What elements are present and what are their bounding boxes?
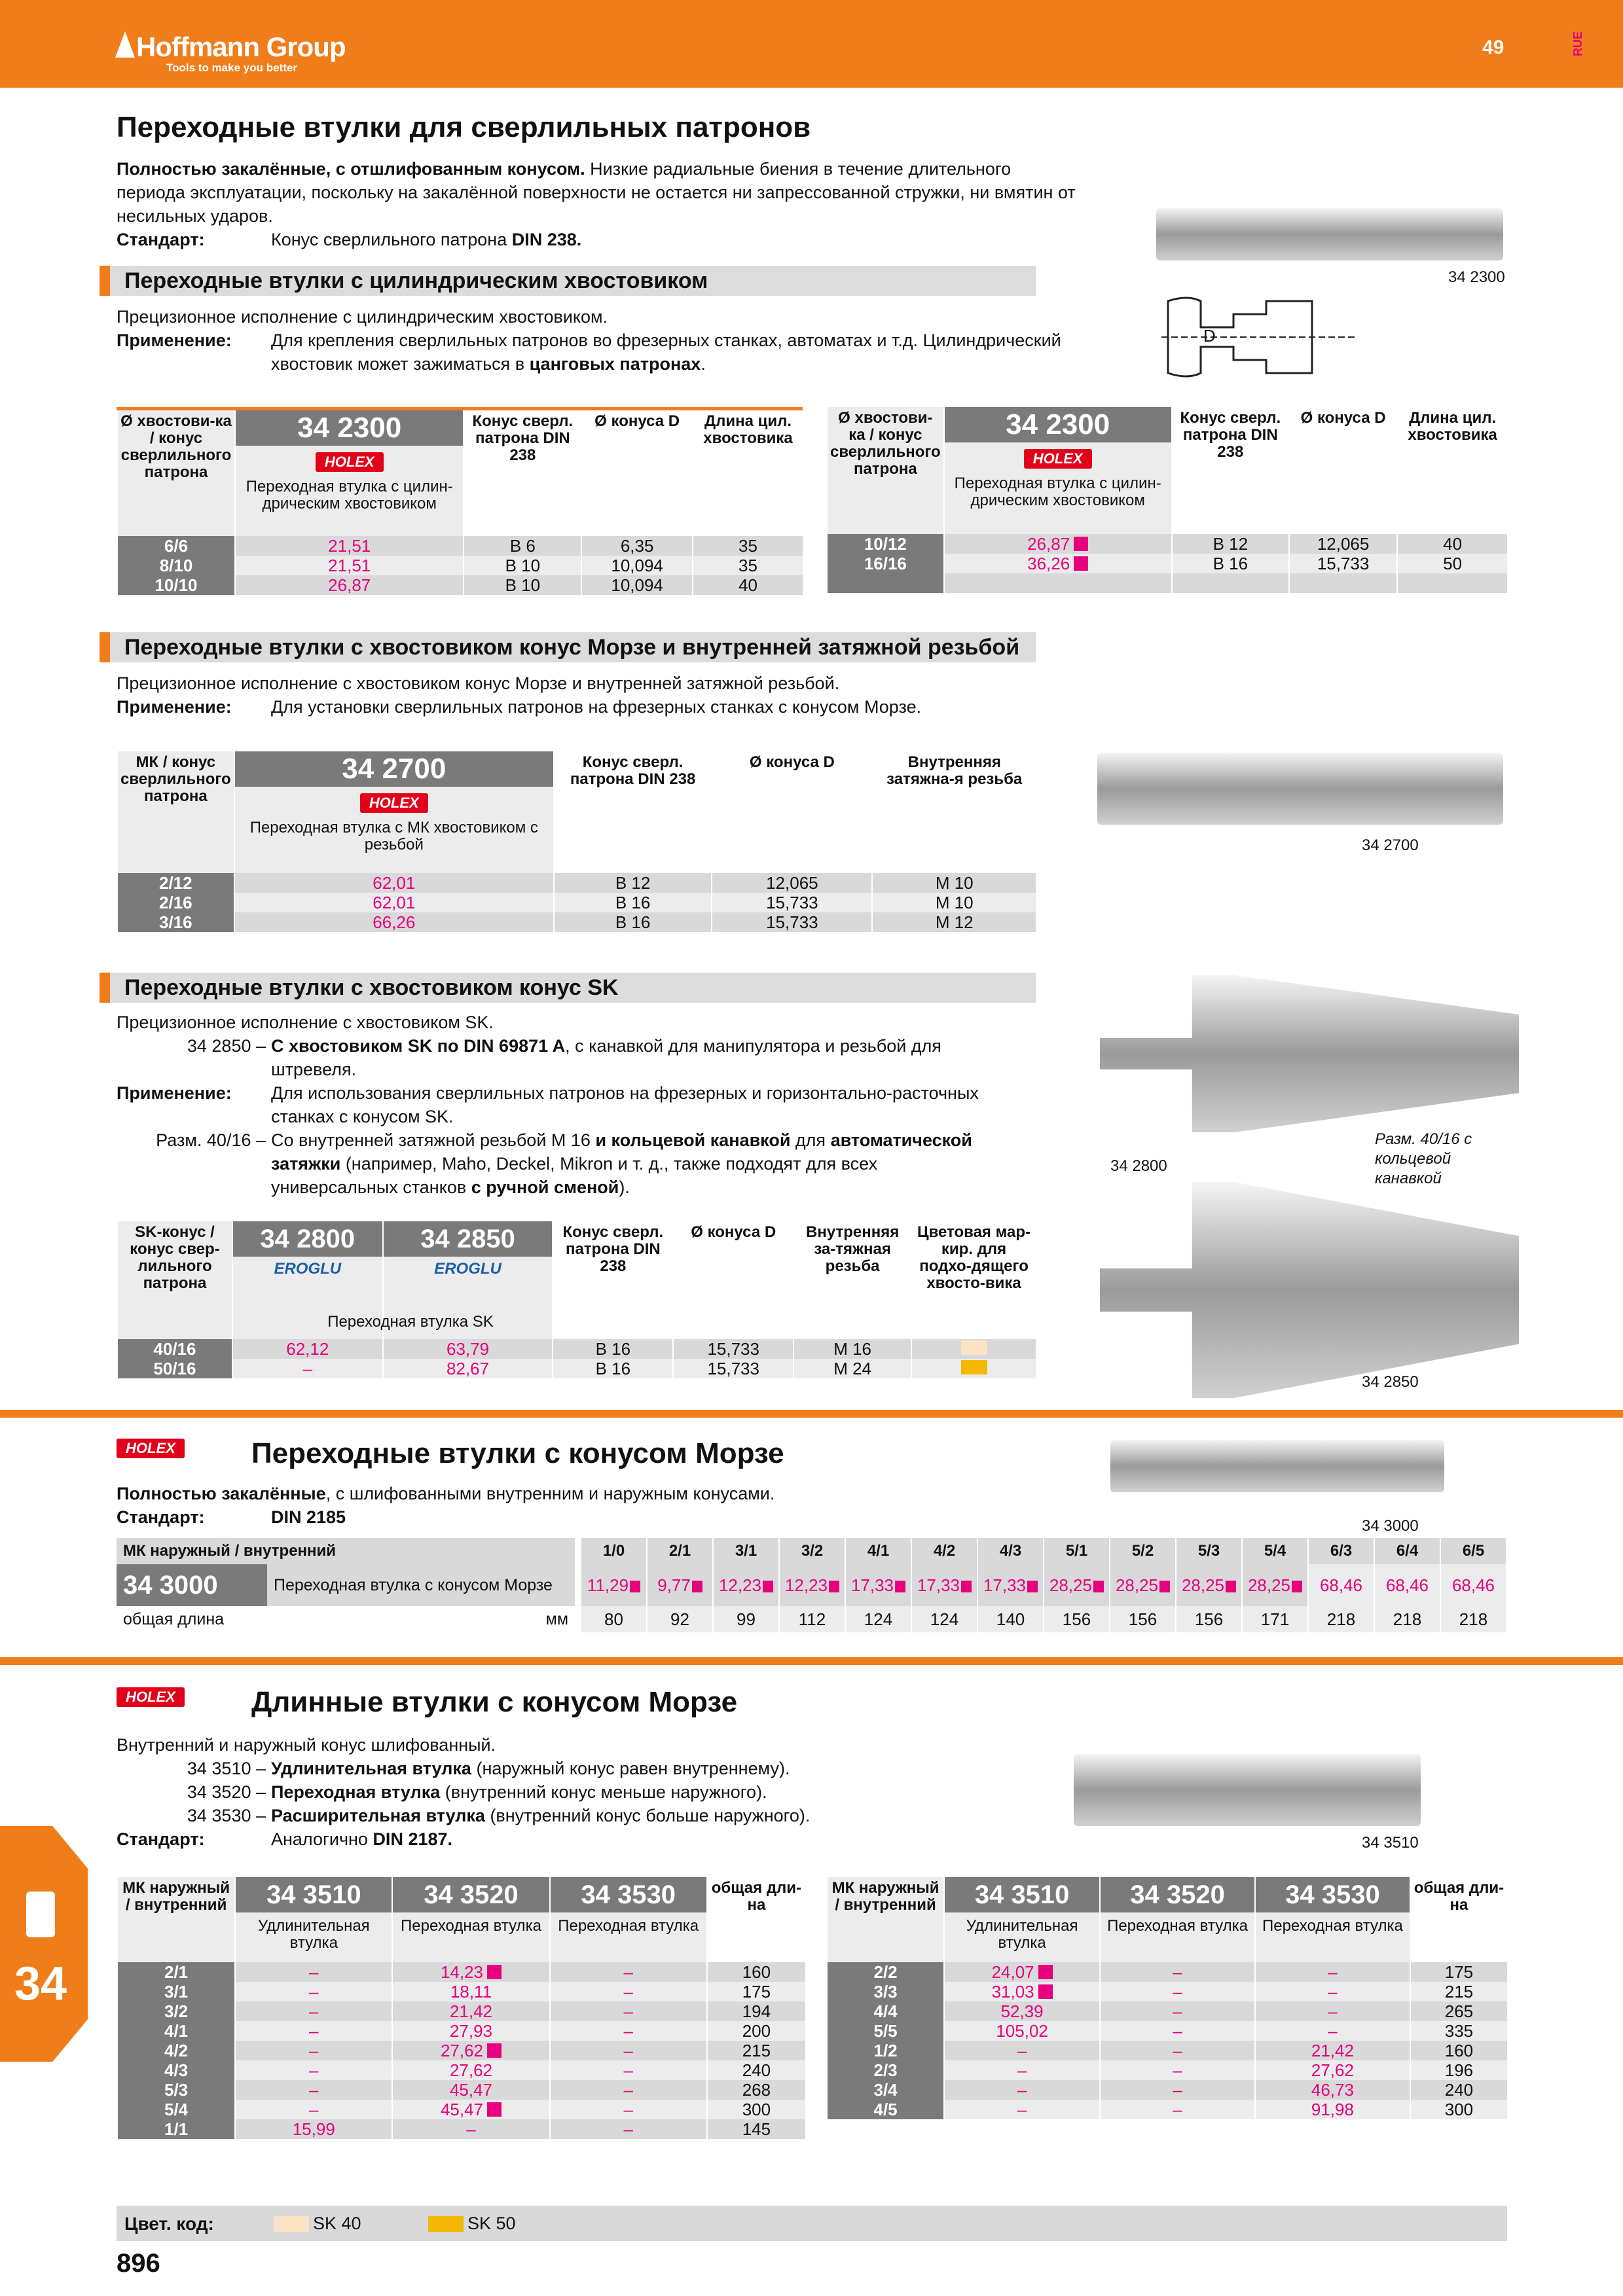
article-number: 34 2850: [384, 1221, 553, 1257]
size-header: 6/3: [1309, 1538, 1374, 1564]
table-row: 3/3 31,03 – – 215: [827, 1982, 1507, 2001]
table-row: 3/1 – 18,11 – 175: [117, 1982, 805, 2001]
table-sk: SK-конус / конус свер-лильного патрона 34 2800 EROGLU 34 2850 EROGLU Конус сверл. патрона DIN 238 Ø конуса D Внутренняя за-тяжная резьба Цветовая мар-кир. для подхо-дящего хвосто-вика 40/16 62,12 63,79 B 16 15,733 M 16 50/16 – 82,67 B 16 15,733 M 24: [117, 1221, 1036, 1378]
image-caption: 34 2700: [1362, 836, 1419, 854]
size-header: 5/1: [1044, 1538, 1109, 1564]
table-row: 2/3 – – 27,62 196: [827, 2060, 1507, 2080]
holex-logo: HOLEX: [117, 1439, 185, 1458]
size-header: 1/0: [581, 1538, 646, 1564]
price-cell: 28,25: [1110, 1564, 1175, 1606]
drill-icon: [26, 1892, 55, 1937]
price-cell: 17,33: [912, 1564, 977, 1606]
section-header-cylindrical: Переходные втулки с цилиндрическим хвостовиком: [100, 266, 1036, 296]
price-cell: 12,23: [780, 1564, 845, 1606]
holex-logo: HOLEX: [316, 452, 384, 472]
price-cell: 17,33: [978, 1564, 1043, 1606]
length-cell: 156: [1176, 1606, 1241, 1632]
table-row: 4/3 – 27,62 – 240: [117, 2060, 805, 2080]
product-image-343510: [1074, 1754, 1421, 1826]
color-legend: Цвет. код: SK 40 SK 50: [117, 2206, 1507, 2241]
table-row: 5/5 105,02 – – 335: [827, 2021, 1507, 2041]
table-342700: МК / конус сверлильного патрона 34 2700 HOLEX Переходная втулка с МК хвостовиком с резьбой Конус сверл. патрона DIN 238 Ø конуса D Внутренняя затяжна-я резьба 2/12 62,01 B 12 12,065 M 10 2/16 62,01 B 16 15,733 M 10 3/16 66,26 B 16 15,733 M 12: [117, 751, 1036, 932]
article-number: 34 3520: [1101, 1877, 1254, 1912]
table-row: 5/3 – 45,47 – 268: [117, 2080, 805, 2100]
footer-page: 896: [117, 2249, 160, 2278]
section-desc: Внутренний и наружный конус шлифованный. 34 3510 – Удлинительная втулка (наружный конус равен внутреннему). 34 3520 – Переходная втулка (внутренний конус меньше наружного). 34 3530 – Расширительная втулка (внутренний конус больше наружного). Стандарт: Аналогично DIN 2187.: [117, 1735, 811, 1849]
table-342300-a: Ø хвостови-ка / конус сверлильного патрона 34 2300 HOLEX Переходная втулка с цилин-дрическим хвостовиком Конус сверл. патрона DIN 238 Ø конуса D Длина цил. хвостовика 6/6 21,51 B 6 6,35 35 8/10 21,51 B 10 10,094 35 10/10 26,87 B 10 10,094 40: [117, 407, 803, 595]
section-header-morse-thread: Переходные втулки с хвостовиком конус Морзе и внутренней затяжной резьбой: [100, 632, 1036, 662]
length-cell: 99: [714, 1606, 778, 1632]
article-number: 34 3510: [945, 1877, 1099, 1912]
section-desc: Прецизионное исполнение с хвостовиком конус Морзе и внутренней затяжной резьбой. Применение: Для установки сверлильных патронов на фрезерных станках с конусом Морзе.: [117, 673, 922, 717]
section-title: Длинные втулки с конусом Морзе: [251, 1686, 738, 1718]
holex-logo: HOLEX: [360, 793, 428, 813]
length-cell: 156: [1044, 1606, 1109, 1632]
chapter-tab[interactable]: [0, 1826, 88, 2062]
divider: [0, 1410, 1623, 1418]
price-cell: 12,23: [714, 1564, 778, 1606]
length-cell: 156: [1110, 1606, 1175, 1632]
price-cell: 11,29: [581, 1564, 646, 1606]
article-number: 34 2300: [236, 410, 463, 446]
section-title: Переходные втулки с конусом Морзе: [251, 1437, 784, 1469]
size-header: 3/2: [780, 1538, 845, 1564]
size-header: 4/1: [846, 1538, 911, 1564]
article-number: 34 3510: [236, 1877, 392, 1912]
price-cell: 9,77: [647, 1564, 712, 1606]
page-number: 49: [1482, 37, 1504, 58]
size-header: 6/5: [1441, 1538, 1506, 1564]
length-cell: 124: [846, 1606, 911, 1632]
table-row: 5/4 – 45,47 – 300: [117, 2100, 805, 2119]
holex-logo: HOLEX: [117, 1687, 185, 1707]
price-cell: 68,46: [1375, 1564, 1440, 1606]
table-row: 1/1 15,99 – – 145: [117, 2119, 805, 2139]
article-number: 34 3530: [1256, 1877, 1410, 1912]
brand-name: Hoffmann Group: [136, 31, 346, 62]
table-row: 3/4 – – 46,73 240: [827, 2080, 1507, 2100]
table-long-b: МК наружный / внутренний 34 3510 Удлинительная втулка 34 3520 Переходная втулка 34 3530 Переходная втулка общая дли-на 2/2 24,07 – – 175 3/3 31,03 – – 215 4/4 52,39 – – 265 5/5 105,02 – – 335 1/2 – – 21,42 160 2/3 – – 27,62 196 3/4 – – 46,73 240 4/5 – – 91,98 300: [826, 1877, 1507, 2119]
price-cell: 68,46: [1309, 1564, 1374, 1606]
table-343000: МК наружный / внутренний 34 3000 Переходная втулка с конусом Морзе общая длина мм 1/0 11,29 80 2/1 9,77 92 3/1 12,23 99 3/2 12,23 112 4/1 17,33 124 4/2 17,33 124 4/3 17,33 140 5/1 28,25 156 5/2 28,25 156 5/3 28,25 156 5/4 28,25 171 6/3 68,46 218 6/4 68,46 218 6/5 68,46 218: [117, 1538, 1507, 1636]
size-header: 6/4: [1375, 1538, 1440, 1564]
product-image-342800: [1100, 975, 1519, 1132]
price-cell: 17,33: [846, 1564, 911, 1606]
eroglu-logo: EROGLU: [434, 1260, 501, 1278]
length-cell: 218: [1375, 1606, 1440, 1632]
length-cell: 218: [1309, 1606, 1374, 1632]
length-cell: 92: [647, 1606, 712, 1632]
section-desc: Прецизионное исполнение с хвостовиком SK. 34 2850 – С хвостовиком SK по DIN 69871 A, с канавкой для манипулятора и резьбой для штревеля. Применение: Для использования сверлильных патронов на фрезерных и горизонтально-расточных станках с конусом SK. Разм. 40/16 – Со внутренней затяжной резьбой M 16 и кольцевой канавкой для автоматической затяжки (например, Maho, Deckel, Mikron и т. д., также подходят для всех универсальных станков с ручной сменой).: [117, 1013, 979, 1197]
size-header: 5/3: [1176, 1538, 1241, 1564]
product-image-342700: [1097, 753, 1503, 825]
size-header: 3/1: [714, 1538, 778, 1564]
product-image-342850: [1100, 1182, 1519, 1398]
image-caption: 34 3510: [1362, 1834, 1419, 1852]
intro-text: Полностью закалённые, с отшлифованным конусом. Низкие радиальные биения в течение длительного периода эксплуатации, поскольку на закалённой поверхности не остается ни запрессованной стружки, ни вмятин от несильных ударов. Стандарт: Конус сверлильного патрона DIN 238.: [117, 159, 1076, 249]
size-header: 5/2: [1110, 1538, 1175, 1564]
eroglu-logo: EROGLU: [274, 1260, 342, 1278]
table-row: 4/4 52,39 – – 265: [827, 2001, 1507, 2021]
drawing-diagram: [1161, 288, 1358, 393]
price-cell: 68,46: [1441, 1564, 1506, 1606]
table-row: 3/2 – 21,42 – 194: [117, 2001, 805, 2021]
product-image-342300: [1156, 208, 1503, 260]
table-342300-b: Ø хвостови-ка / конус сверлильного патрона 34 2300 HOLEX Переходная втулка с цилин-дрическим хвостовиком Конус сверл. патрона DIN 238 Ø конуса D Длина цил. хвостовика 10/12 26,87 B 12 12,065 40 16/16 36,26 B 16 15,733 50: [826, 407, 1507, 593]
chapter-number: 34: [14, 1958, 67, 2010]
image-note: Разм. 40/16 с кольцевой канавкой: [1375, 1130, 1472, 1187]
length-cell: 140: [978, 1606, 1043, 1632]
size-header: 5/4: [1243, 1538, 1307, 1564]
table-long-a: МК наружный / внутренний 34 3510 Удлинительная втулка 34 3520 Переходная втулка 34 3530 Переходная втулка общая дли-на 2/1 – 14,23 – 160 3/1 – 18,11 – 175 3/2 – 21,42 – 194 4/1 – 27,93 – 200 4/2 – 27,62 – 215 4/3 – 27,62 – 240 5/3 – 45,47 – 268 5/4 – 45,47 – 300 1/1 15,99 – – 145: [117, 1877, 805, 2139]
size-header: 2/1: [647, 1538, 712, 1564]
article-number: 34 2700: [235, 751, 553, 787]
length-cell: 80: [581, 1606, 646, 1632]
table-row: 1/2 – – 21,42 160: [827, 2041, 1507, 2060]
holex-logo: HOLEX: [1024, 449, 1092, 469]
price-cell: 28,25: [1044, 1564, 1109, 1606]
image-caption: 34 2800: [1110, 1157, 1167, 1175]
product-image-343000: [1110, 1440, 1444, 1492]
article-number: 34 2800: [233, 1221, 382, 1257]
price-cell: 28,25: [1176, 1564, 1241, 1606]
size-header: 4/3: [978, 1538, 1043, 1564]
article-number: 34 3530: [551, 1877, 706, 1912]
length-cell: 218: [1441, 1606, 1506, 1632]
table-row: 2/1 – 14,23 – 160: [117, 1962, 805, 1982]
table-row: 4/5 – – 91,98 300: [827, 2100, 1507, 2119]
price-cell: 28,25: [1243, 1564, 1307, 1606]
divider: [0, 1657, 1623, 1665]
table-row: 4/2 – 27,62 – 215: [117, 2041, 805, 2060]
language-code: RUE: [1571, 31, 1584, 56]
length-cell: 112: [780, 1606, 845, 1632]
image-caption: 34 2300: [1448, 268, 1505, 286]
image-caption: 34 2850: [1362, 1373, 1419, 1391]
length-cell: 124: [912, 1606, 977, 1632]
size-header: 4/2: [912, 1538, 977, 1564]
section-header-sk: Переходные втулки с хвостовиком конус SK: [100, 973, 1036, 1003]
section-desc: Полностью закалённые, с шлифованными внутренним и наружным конусами. Стандарт: DIN 2185: [117, 1484, 775, 1527]
image-caption: 34 3000: [1362, 1517, 1419, 1535]
table-row: 2/2 24,07 – – 175: [827, 1962, 1507, 1982]
dimension-label: D: [1203, 326, 1216, 346]
table-row: 4/1 – 27,93 – 200: [117, 2021, 805, 2041]
brand-tagline: Tools to make you better: [166, 62, 297, 74]
article-number: 34 3520: [393, 1877, 549, 1912]
section-desc: Прецизионное исполнение с цилиндрическим хвостовиком. Применение: Для крепления сверлильных патронов во фрезерных станках, автоматах и т.д. Цилиндрический хвостовик может зажиматься в цанговых патронах.: [117, 307, 1061, 374]
page-title: Переходные втулки для сверлильных патронов: [117, 111, 811, 143]
length-cell: 171: [1243, 1606, 1307, 1632]
